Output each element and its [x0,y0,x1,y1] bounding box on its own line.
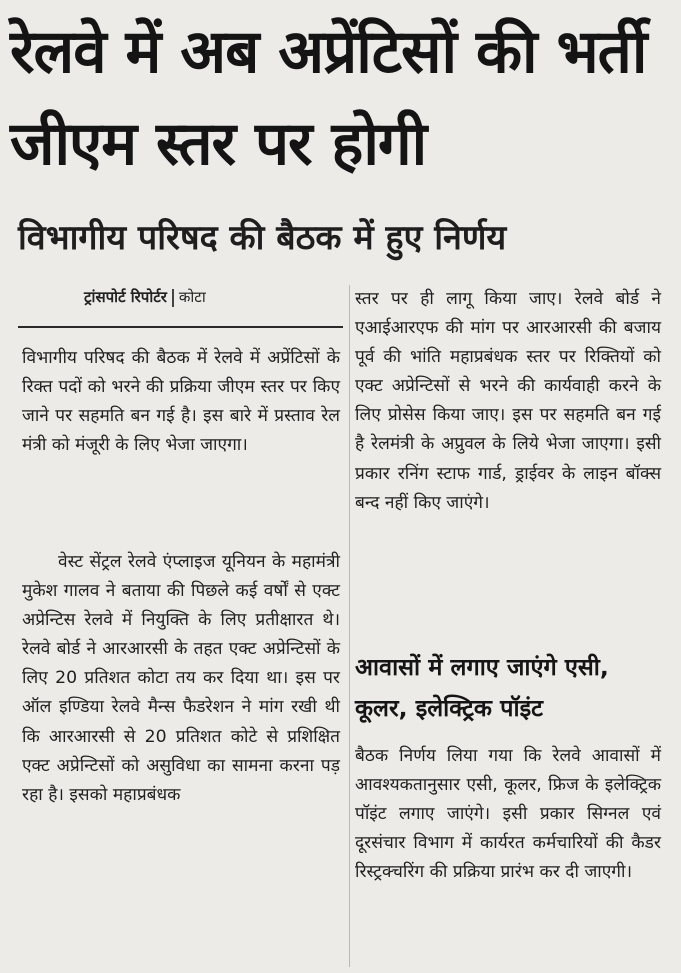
column-divider [349,285,350,967]
byline-rule [18,326,343,328]
byline [84,285,344,309]
left-paragraph-2: वेस्ट सेंट्रल रेलवे एंप्लाइज यूनियन के महामंत्री मुकेश गालव ने बताया की पिछले कई वर्षों से एक्ट अप्रेन्टिस रेलवे में नियुक्ति के लिए प्रतीक्षारत थे। रेलवे बोर्ड ने आरआरसी के तहत एक्ट अप्रेन्टिसों के लिए 20 प्रतिशत कोटा तय कर दिया था। इस पर ऑल इण्डिया रेलवे मैन्स फैडरेशन ने मांग रखी थी कि आरआरसी से 20 प्रतिशत कोटे से प्रशिक्षित एक्ट अप्रेन्टिसों को असुविधा का सामना करना पड़ रहा है। इसको महाप्रबंधक [22,552,340,805]
headline: रेलवे में अब अप्रेंटिसों की भर्ती जीएम स्तर पर होगी [10,17,647,179]
byline-separator [172,289,174,307]
byline-reporter: ट्रांसपोर्ट रिपोर्टर [84,288,167,306]
left-paragraph-1: विभागीय परिषद की बैठक में रेलवे में अप्रेंटिसों के रिक्त पदों को भरने की प्रक्रिया जीएम स्तर पर किए जाने पर सहमति बन गई है। इस बारे में प्रस्ताव रेल मंत्री को मंजूरी के लिए भेजा जाएगा। [22,348,340,456]
right-paragraph-1: स्तर पर ही लागू किया जाए। रेलवे बोर्ड ने एआईआरएफ की मांग पर आरआरसी की बजाय पूर्व की भांति महाप्रबंधक स्तर पर रिक्तियों को एक्ट अप्रेन्टिसों से भरने की कार्यवाही करने के लिए प्रोसेस किया जाए। इस पर सहमति बन गई है रेलमंत्री के अप्रुवल के लिये भेजा जाएगा। इसी प्रकार रनिंग स्टाफ गार्ड, ड्राईवर के लाइन बॉक्स बन्द नहीं किए जाएंगे। [355,289,661,513]
byline-place: कोटा [178,288,206,306]
deck-subtitle: विभागीय परिषद की बैठक में हुए निर्णय [18,218,507,258]
subheading: आवासों में लगाए जाएंगे एसी, कूलर, इलेक्ट्रिक पॉइंट [355,653,609,722]
right-paragraph-2: बैठक निर्णय लिया गया कि रेलवे आवासों में आवश्यकतानुसार एसी, कूलर, फ्रिज के इलेक्ट्रिक पॉइंट लगाए जाएंगे। इसी प्रकार सिग्नल एवं दूरसंचार विभाग में कार्यरत कर्मचारियों की कैडर रिस्ट्रक्चरिंग की प्रक्रिया प्रारंभ कर दी जाएगी। [355,746,661,883]
